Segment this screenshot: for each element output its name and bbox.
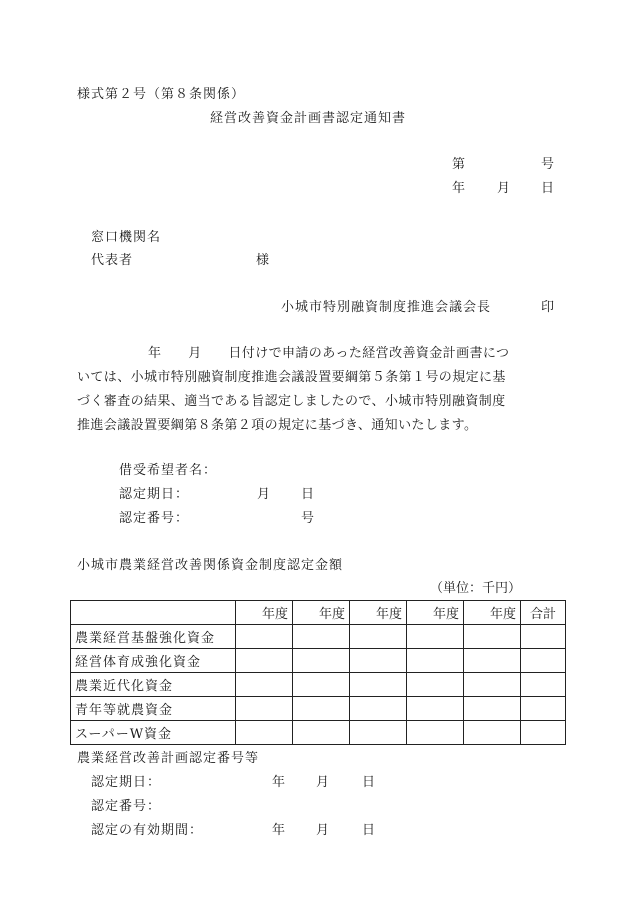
cert-date-month: 月	[257, 487, 271, 502]
notice-date-day: 日	[541, 181, 555, 196]
amount-cell[interactable]	[464, 649, 521, 673]
row-label: 青年等就農資金	[71, 697, 236, 721]
amount-cell[interactable]	[293, 721, 350, 745]
amount-cell[interactable]	[464, 697, 521, 721]
plan-cert-date-day: 日	[362, 775, 376, 790]
amount-cell[interactable]	[407, 673, 464, 697]
document-title: 経営改善資金計画書認定通知書	[210, 111, 407, 126]
amount-cell[interactable]	[407, 649, 464, 673]
addressee-institution: 窓口機関名	[91, 230, 162, 245]
plan-cert-date-year: 年	[272, 775, 286, 790]
amount-unit: （単位：千円）	[430, 581, 522, 596]
amount-cell[interactable]	[350, 673, 407, 697]
plan-validity-month: 月	[316, 823, 330, 838]
amount-cell[interactable]	[350, 649, 407, 673]
table-row	[71, 673, 566, 697]
addressee-honorific: 様	[256, 253, 270, 268]
amount-cell[interactable]	[293, 673, 350, 697]
body-line: づく審査の結果、適当である旨認定しましたので、小城市特別融資制度	[77, 394, 506, 409]
header-blank	[71, 601, 236, 625]
notice-date-year: 年	[452, 181, 466, 196]
header-year: 年度	[464, 601, 521, 625]
row-label: 農業経営基盤強化資金	[71, 625, 236, 649]
cert-number-label: 認定番号：	[119, 511, 190, 526]
plan-validity-label: 認定の有効期間：	[91, 823, 204, 838]
row-label: スーパーW資金	[71, 721, 236, 745]
amount-cell[interactable]	[407, 721, 464, 745]
row-label: 農業近代化資金	[71, 673, 236, 697]
table-row	[71, 625, 566, 649]
amount-cell[interactable]	[236, 697, 293, 721]
cert-number-suffix: 号	[301, 511, 315, 526]
amount-cell[interactable]	[464, 625, 521, 649]
total-cell[interactable]	[521, 649, 566, 673]
plan-validity-day: 日	[362, 823, 376, 838]
amount-cell[interactable]	[236, 721, 293, 745]
amount-cell[interactable]	[407, 625, 464, 649]
notice-number-prefix: 第	[452, 157, 466, 172]
total-cell[interactable]	[521, 673, 566, 697]
cert-date-day: 日	[301, 487, 315, 502]
amount-cell[interactable]	[293, 649, 350, 673]
body-line: 推進会議設置要綱第８条第２項の規定に基づき、通知いたします。	[77, 418, 478, 433]
total-cell[interactable]	[521, 697, 566, 721]
header-total: 合計	[521, 601, 566, 625]
amount-cell[interactable]	[350, 697, 407, 721]
notice-number-suffix: 号	[541, 157, 555, 172]
sender-seal: 印	[541, 300, 555, 315]
row-label: 経営体育成強化資金	[71, 649, 236, 673]
amount-cell[interactable]	[236, 625, 293, 649]
amount-cell[interactable]	[350, 721, 407, 745]
total-cell[interactable]	[521, 625, 566, 649]
cert-date-label: 認定期日：	[119, 487, 190, 502]
amount-cell[interactable]	[236, 673, 293, 697]
header-year: 年度	[350, 601, 407, 625]
header-year: 年度	[407, 601, 464, 625]
plan-cert-date-month: 月	[316, 775, 330, 790]
table-row	[71, 649, 566, 673]
plan-section-title: 農業経営改善計画認定番号等	[77, 751, 260, 766]
plan-validity-year: 年	[272, 823, 286, 838]
total-cell[interactable]	[521, 721, 566, 745]
sender-name: 小城市特別融資制度推進会議会長	[281, 300, 492, 315]
plan-cert-number-label: 認定番号：	[91, 799, 162, 814]
body-line: 年 月 日付けで申請のあった経営改善資金計画書につ	[148, 346, 510, 361]
amount-section-title: 小城市農業経営改善関係資金制度認定金額	[77, 558, 344, 573]
notice-body	[77, 342, 557, 438]
body-line: いては、小城市特別融資制度推進会議設置要綱第５条第１号の規定に基	[77, 370, 506, 385]
table-header-row	[71, 601, 566, 625]
header-year: 年度	[293, 601, 350, 625]
amount-cell[interactable]	[350, 625, 407, 649]
applicant-label: 借受希望者名：	[119, 463, 218, 478]
plan-cert-date-label: 認定期日：	[91, 775, 162, 790]
amount-cell[interactable]	[464, 673, 521, 697]
table-row	[71, 697, 566, 721]
amount-cell[interactable]	[236, 649, 293, 673]
amount-table	[70, 600, 566, 745]
amount-cell[interactable]	[293, 697, 350, 721]
notice-date-month: 月	[497, 181, 511, 196]
amount-cell[interactable]	[464, 721, 521, 745]
table-row	[71, 721, 566, 745]
amount-cell[interactable]	[293, 625, 350, 649]
header-year: 年度	[236, 601, 293, 625]
addressee-representative: 代表者	[91, 253, 134, 268]
form-number: 様式第２号（第８条関係）	[77, 87, 246, 102]
amount-cell[interactable]	[407, 697, 464, 721]
